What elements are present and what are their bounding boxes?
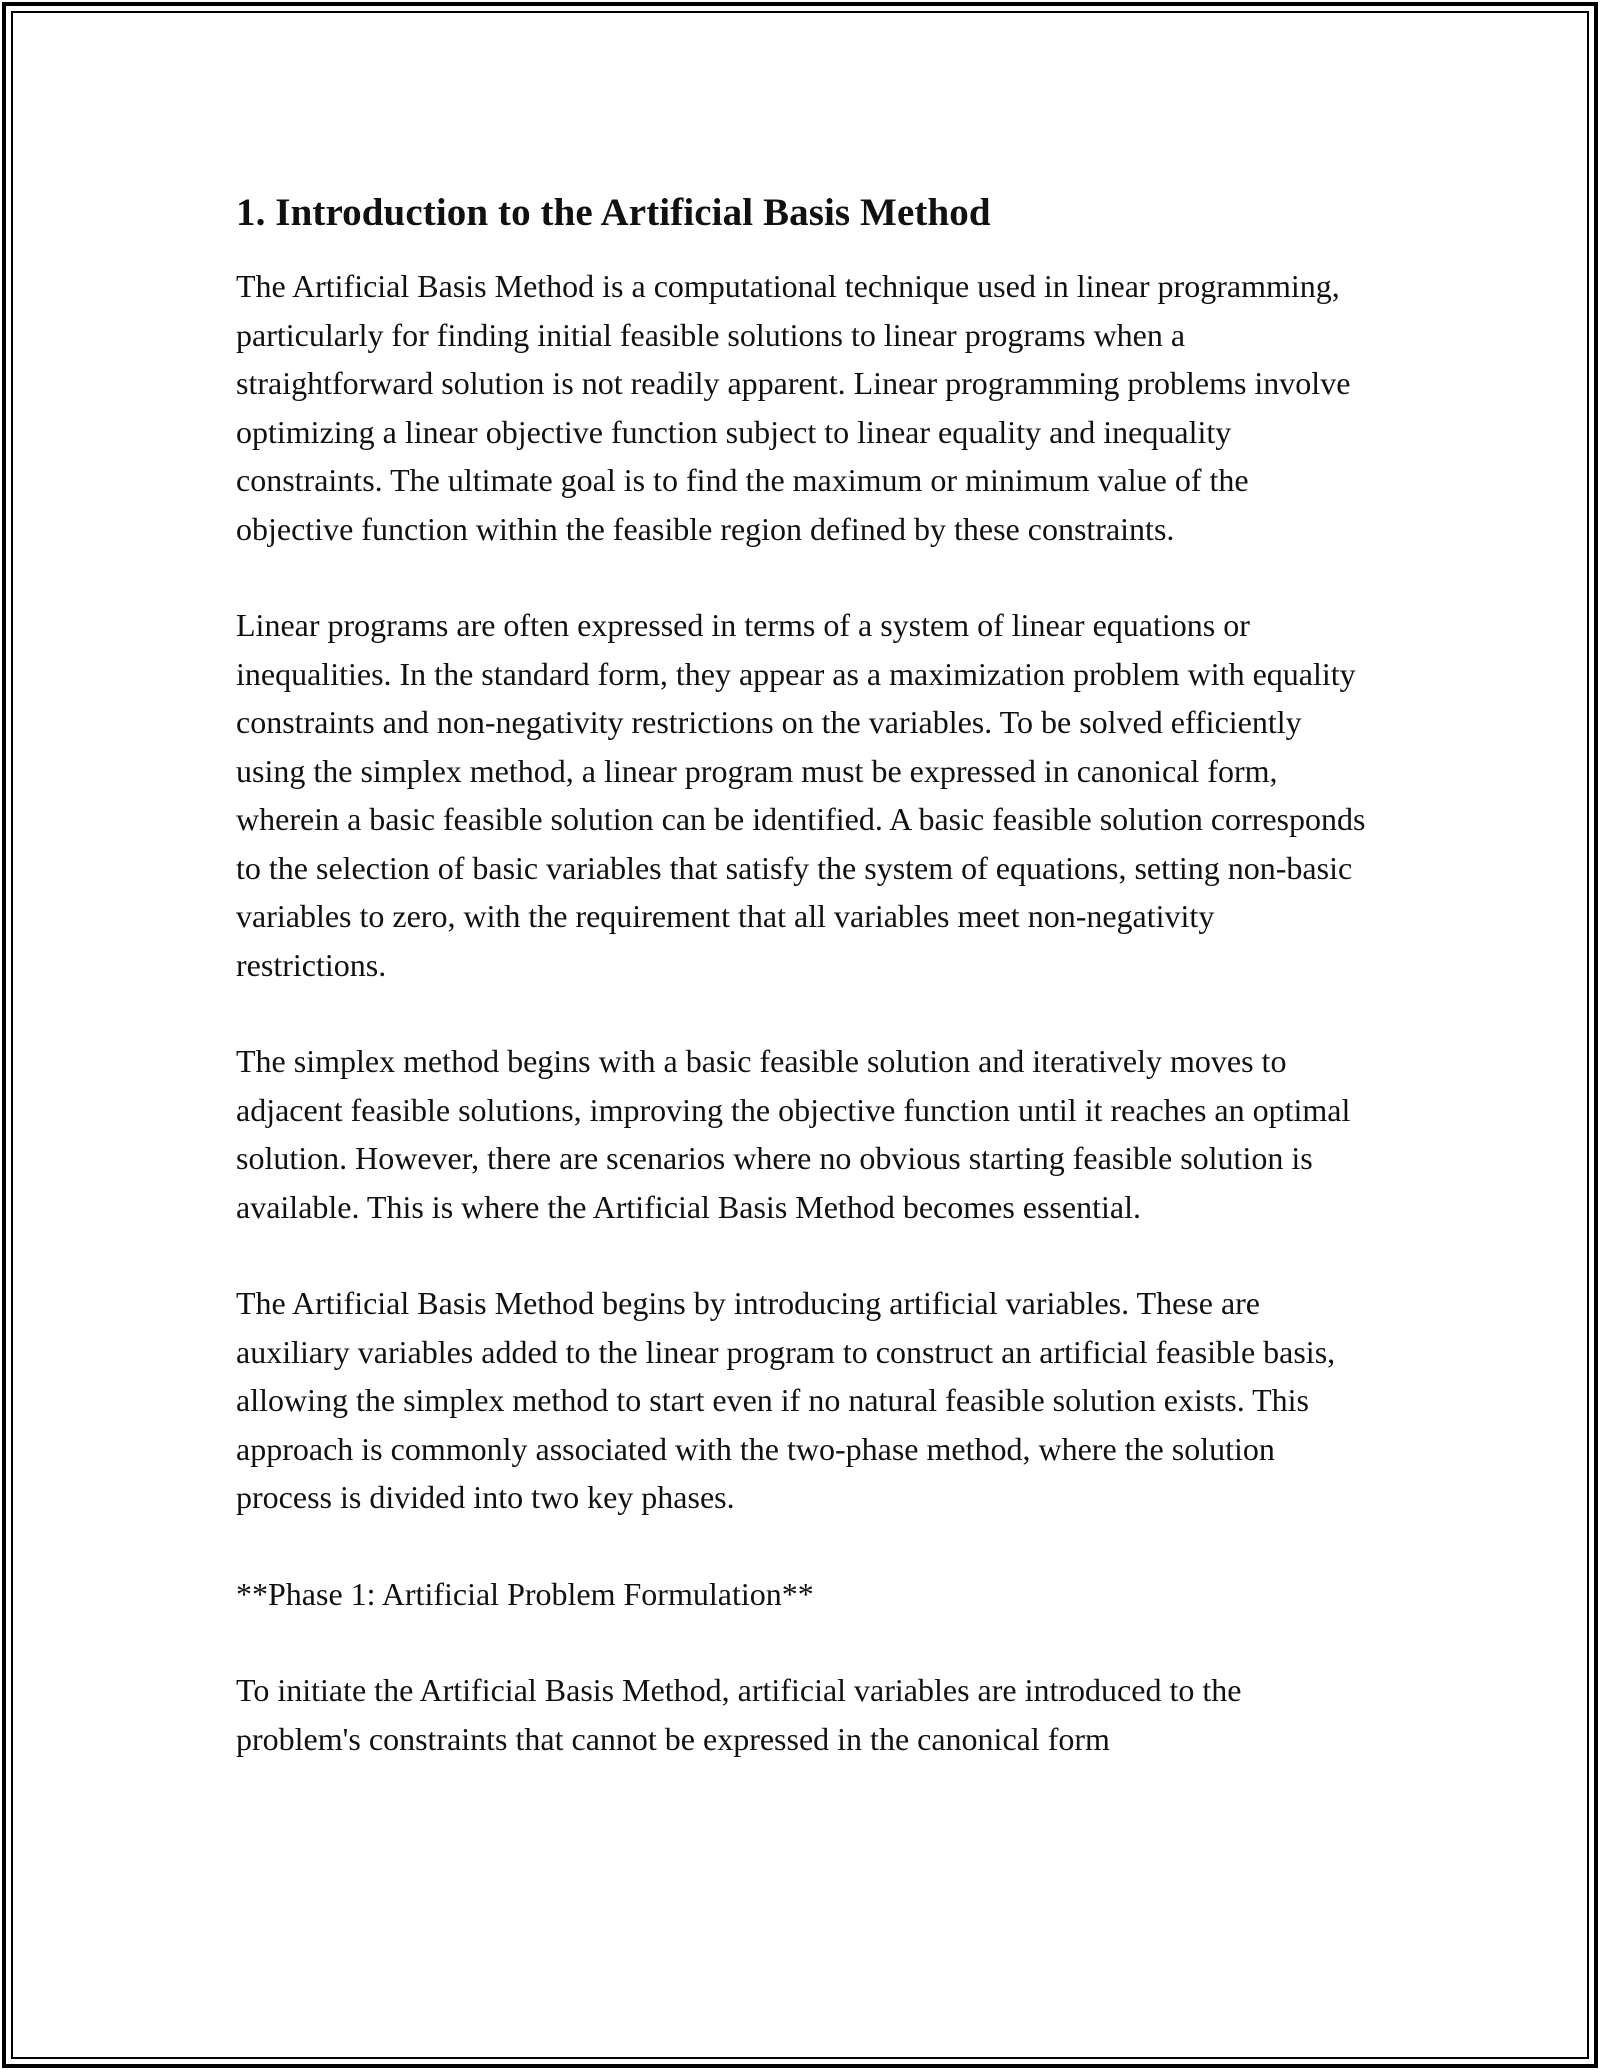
paragraph-artificial-variables: The Artificial Basis Method begins by introducing artificial variables. These are auxiliary variables added to the linear program to construct an artificial feasible basis, allowing the simplex method to start even if no natural feasible solution exists. This approach is commonly associated with the two-phase method, where the solution process is divided into two key phases.: [236, 1285, 1336, 1515]
paragraph-standard-form: Linear programs are often expressed in terms of a system of linear equations or inequalities. In the standard form, they appear as a maximization problem with equality constraints and non-negativity restrictions on the variables. To be solved efficiently using the simplex method, a linear program must be expressed in canonical form, wherein a basic feasible solution can be identified. A basic feasible solution corresponds to the selection of basic variables that satisfy the system of equations, setting non-basic variables to zero, with the requirement that all variables meet non-negativity restrictions.: [236, 607, 1366, 983]
paragraph-phase-1-body: To initiate the Artificial Basis Method, artificial variables are introduced to the problem's constraints that cannot be expressed in the canonical form: [236, 1672, 1242, 1757]
paragraph-intro: The Artificial Basis Method is a computational technique used in linear programming, particularly for finding initial feasible solutions to linear programs when a straightforward solution is not readily apparent. Linear programming problems involve optimizing a linear objective function subject to linear equality and inequality constraints. The ultimate goal is to find the maximum or minimum value of the objective function within the feasible region defined by these constraints.: [236, 268, 1351, 547]
section-heading: 1. Introduction to the Artificial Basis Method: [236, 191, 991, 234]
paragraph-phase-1-title: **Phase 1: Artificial Problem Formulation**: [236, 1575, 814, 1612]
document-body: [236, 182, 1371, 1811]
paragraph-simplex: The simplex method begins with a basic feasible solution and iteratively moves to adjacent feasible solutions, improving the objective function until it reaches an optimal solution. However, there are scenarios where no obvious starting feasible solution is available. This is where the Artificial Basis Method becomes essential.: [236, 1043, 1351, 1225]
